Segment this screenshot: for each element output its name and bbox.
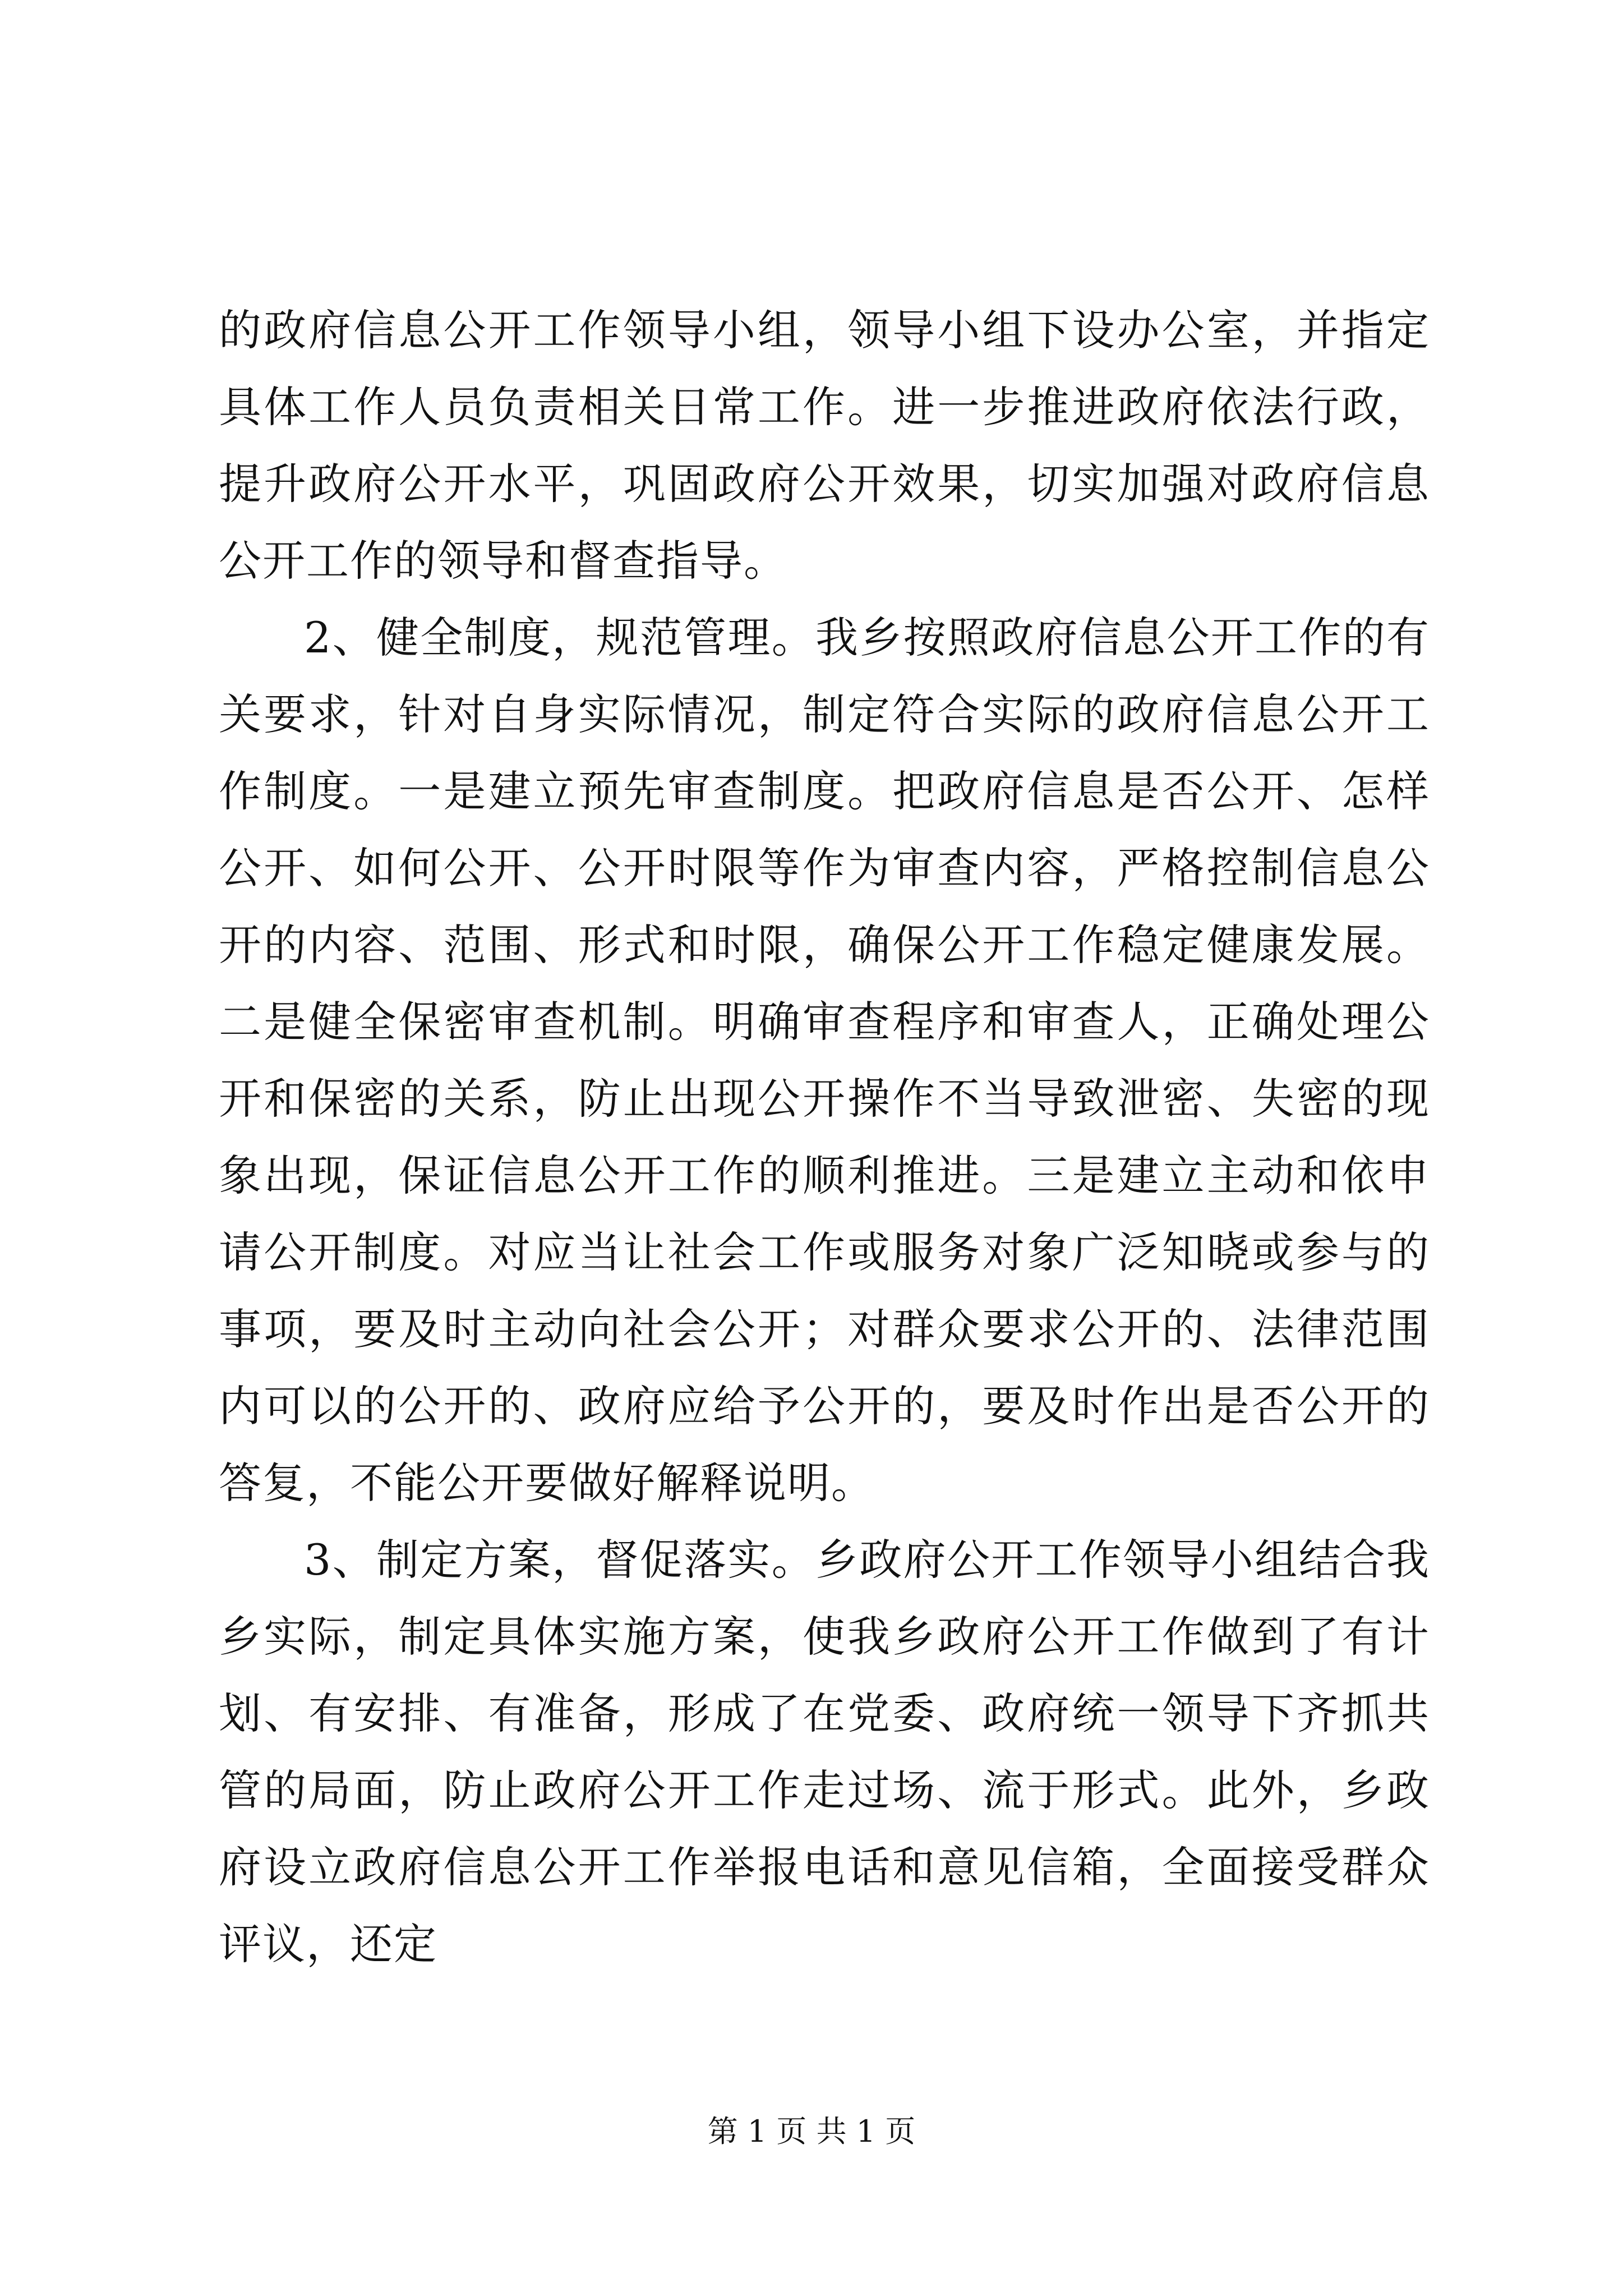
paragraph-2: 2、健全制度，规范管理。我乡按照政府信息公开工作的有关要求，针对自身实际情况，制定符合实际的政府信息公开工作制度。一是建立预先审查制度。把政府信息是否公开、怎样公开、如何公开、公开时限等作为审查内容，严格控制信息公开的内容、范围、形式和时限，确保公开工作稳定健康发展。二是健全保密审查机制。明确审查程序和审查人，正确处理公开和保密的关系，防止出现公开操作不当导致泄密、失密的现象出现，保证信息公开工作的顺利推进。三是建立主动和依申请公开制度。对应当让社会工作或服务对象广泛知晓或参与的事项，要及时主动向社会公开；对群众要求公开的、法律范围内可以的公开的、政府应给予公开的，要及时作出是否公开的答复，不能公开要做好解释说明。 <box>219 613 1430 1508</box>
page-footer: 第 1 页 共 1 页 <box>707 2114 916 2149</box>
document-body <box>219 292 1430 1982</box>
paragraph-3: 3、制定方案，督促落实。乡政府公开工作领导小组结合我乡实际，制定具体实施方案，使我乡政府公开工作做到了有计划、有安排、有准备，形成了在党委、政府统一领导下齐抓共管的局面，防止政府公开工作走过场、流于形式。此外，乡政府设立政府信息公开工作举报电话和意见信箱，全面接受群众评议，还定 <box>219 1535 1430 1969</box>
paragraph-1: 的政府信息公开工作领导小组，领导小组下设办公室，并指定具体工作人员负责相关日常工作。进一步推进政府依法行政，提升政府公开水平，巩固政府公开效果，切实加强对政府信息公开工作的领导和督查指导。 <box>219 305 1430 586</box>
